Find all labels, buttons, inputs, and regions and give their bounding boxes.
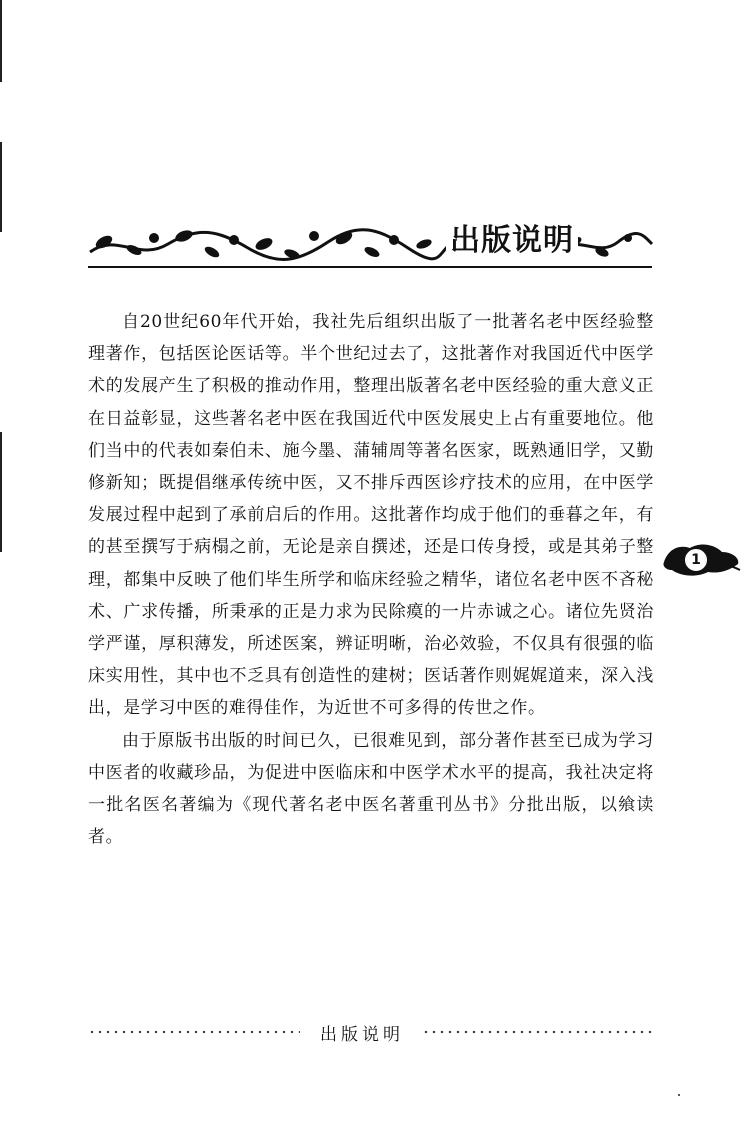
paragraph: 由于原版书出版的时间已久，已很难见到，部分著作甚至已成为学习中医者的收藏珍品，为促进中医临床和中医学术水平的提高，我社决定将一批名医名著编为《现代著名老中医名著重刊丛书》分批出版，以飨读者。 [88, 730, 654, 848]
header-underline [88, 266, 652, 268]
page-number: 1 [684, 548, 708, 572]
chapter-title: 出版说明 [446, 223, 578, 259]
page-side-tab [660, 540, 742, 580]
scan-speck [678, 1094, 680, 1096]
body-text [88, 306, 654, 853]
scan-edge-line [0, 432, 2, 552]
paragraph: 自20世纪60年代开始，我社先后组织出版了一批著名老中医经验整理著作，包括医论医话等。半个世纪过去了，这批著作对我国近代中医学术的发展产生了积极的推动作用，整理出版著名老中医经验的重大意义正在日益彰显，这些著名老中医在我国近代中医发展史上占有重要地位。他们当中的代表如秦伯未、施今墨、蒲辅周等著名医家，既熟通旧学，又勤修新知；既提倡继承传统中医，又不排斥西医诊疗技术的应用，在中医学发展过程中起到了承前启后的作用。这批著作均成于他们的垂暮之年，有的甚至撰写于病榻之前，无论是亲自撰述，还是口传身授，或是其弟子整理，都集中反映了他们毕生所学和临床经验之精华，诸位名老中医不吝秘术、广求传播，所秉承的正是力求为民除瘼的一片赤诚之心。诸位先贤治学严谨，厚积薄发，所述医案，辨证明晰，治必效验，不仅具有很强的临床实用性，其中也不乏具有创造性的建树；医话著作则娓娓道来，深入浅出，是学习中医的难得佳作，为近世不可多得的传世之作。 [88, 312, 654, 719]
chapter-header [88, 222, 654, 266]
footer [88, 1022, 654, 1045]
footer-dotted-rule [88, 1031, 300, 1033]
scan-edge-line [0, 0, 2, 82]
footer-label: 出版说明 [320, 1025, 404, 1045]
footer-dotted-rule [422, 1031, 654, 1033]
scan-edge-line [0, 142, 2, 232]
